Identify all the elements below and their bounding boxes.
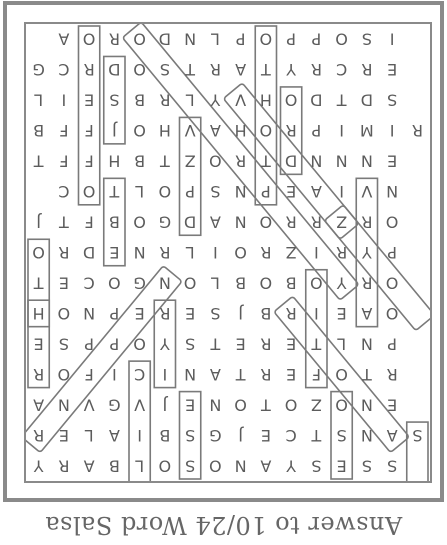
grid-letter: S [210,303,221,323]
grid-letter: A [209,364,221,384]
grid-letter: R [386,364,398,384]
grid-letter: J [36,212,41,232]
grid-letter: F [311,364,321,384]
grid-letter: B [134,151,146,171]
grid-letter: N [184,364,197,384]
grid-letter: I [314,243,319,262]
grid-letter: T [336,90,347,110]
grid-letter: T [58,212,69,232]
grid-letter: P [311,29,322,49]
grid-letter: P [109,334,120,354]
grid-letter: B [108,456,120,476]
grid-letter: R [260,243,272,262]
grid-letter: R [285,303,297,323]
grid-letter: B [33,121,45,141]
grid-letter: R [33,425,45,445]
grid-letter: T [311,425,322,445]
grid-letter: V [361,182,373,202]
grid-letter: O [259,29,273,49]
grid-letter: J [238,425,243,445]
grid-letter: R [361,273,373,293]
grid-letter: E [185,303,196,323]
grid-letter: L [210,273,220,293]
grid-letter: Z [184,151,196,171]
grid-letter: R [159,90,171,110]
grid-letter: Y [361,243,372,262]
grid-letter: G [133,273,146,293]
grid-letter: T [185,60,196,80]
grid-letter: S [109,90,120,110]
grid-letter: N [360,425,373,445]
grid-letter: N [335,151,348,171]
grid-letter: S [387,90,398,110]
grid-letter: O [259,212,273,232]
grid-letter: Z [310,395,322,415]
grid-letter: G [32,60,45,80]
grid-letter: P [235,29,246,49]
grid-letter: R [361,212,373,232]
grid-letter: S [185,456,196,476]
grid-letter: O [234,395,247,415]
grid-letter: O [108,273,121,293]
grid-letter: H [234,121,247,141]
grid-letter: N [158,273,171,293]
grid-letter: T [210,334,221,354]
grid-letter: L [84,425,94,445]
grid-letter: O [209,151,222,171]
grid-letter: A [209,212,221,232]
grid-letter: H [32,303,45,323]
grid-letter: F [84,212,94,232]
grid-letter: R [209,60,221,80]
grid-letter: S [185,334,196,354]
grid-letter: P [109,303,120,323]
grid-letter: S [185,425,196,445]
grid-letter: D [284,151,298,171]
grid-letter: B [285,273,297,293]
grid-letter: D [360,90,374,110]
grid-letter: O [57,303,71,323]
grid-letter: I [213,243,218,262]
grid-letter: N [184,29,197,49]
grid-letter: S [361,456,372,476]
grid-letter: R [159,243,171,262]
grid-letter: R [285,212,297,232]
grid-letter: L [185,243,195,262]
grid-letter: C [58,182,70,202]
grid-letter: P [387,334,397,354]
grid-letter: P [311,121,322,141]
grid-letter: O [385,212,399,232]
grid-letter: Y [210,90,221,110]
grid-letter: S [58,334,69,354]
grid-letter: O [335,29,348,49]
word-search-svg [26,24,430,481]
grid-letter: E [387,395,398,415]
grid-letter: A [310,182,322,202]
grid-letter: L [34,90,44,110]
grid-letter: S [361,29,372,49]
grid-letter: E [33,334,44,354]
grid-letter: O [158,182,172,202]
grid-letter: O [385,303,399,323]
grid-letter: A [386,425,398,445]
answer-caption: Answer to 10/24 Word Salsa [44,511,403,539]
grid-letter: A [209,121,221,141]
grid-letter: J [238,303,243,323]
grid-letter: O [183,273,197,293]
grid-letter: I [61,90,67,110]
grid-letter: D [108,60,121,80]
grid-letter: I [112,364,117,384]
grid-letter: B [108,212,120,232]
grid-letter: T [109,182,120,202]
grid-letter: S [387,456,398,476]
grid-letter: T [235,364,246,384]
grid-letter: O [284,90,298,110]
grid-letter: E [336,303,347,323]
grid-letter: R [260,364,272,384]
grid-letter: E [109,243,120,262]
grid-letter: P [84,334,94,354]
grid-letter: R [58,243,70,262]
grid-letter: R [33,364,45,384]
grid-letter: N [83,303,96,323]
grid-letter: I [339,121,344,141]
grid-letter: J [162,395,168,415]
grid-letter: L [185,90,195,110]
grid-letter: O [133,212,146,232]
grid-letter: N [386,182,399,202]
grid-letter: T [260,395,271,415]
grid-letter: R [411,121,423,141]
grid-letter: S [412,425,423,445]
grid-letter: F [59,121,69,141]
grid-letter: R [58,456,70,476]
grid-letter: G [108,395,121,415]
grid-letter: C [285,425,297,445]
grid-letter: E [235,334,246,354]
grid-letter: L [135,456,145,476]
grid-letter: A [58,29,70,49]
grid-letter: D [183,212,197,232]
grid-letter: R [235,151,247,171]
grid-letter: G [158,212,172,232]
grid-letter: C [58,60,70,80]
grid-letter: Y [286,456,297,476]
grid-letter: T [33,151,44,171]
grid-letter: S [210,182,221,202]
grid-letter: L [337,334,347,354]
grid-letter: R [83,60,95,80]
grid-letter: V [184,121,196,141]
grid-letter: N [57,395,70,415]
grid-letter: E [286,182,297,202]
grid-letter: Y [159,334,170,354]
grid-letter: L [210,29,220,49]
grid-letter: N [310,151,323,171]
grid-letter: N [360,334,373,354]
grid-letter: P [185,182,195,202]
grid-letter: O [158,456,172,476]
grid-letter: F [84,151,94,171]
grid-letter: P [286,29,296,49]
grid-letter: T [311,334,322,354]
grid-letter: O [82,182,96,202]
grid-letter: O [259,121,273,141]
grid-letter: I [137,425,142,445]
grid-letter: E [58,425,69,445]
grid-letter: M [359,121,374,141]
grid-letter: T [260,151,271,171]
grid-letter: F [84,121,94,141]
grid-letter: T [260,60,271,80]
grid-letter: O [310,273,323,293]
grid-letter: I [339,182,344,202]
letter-cells [32,30,423,476]
grid-letter: R [310,212,322,232]
word-search-grid [24,22,432,483]
grid-letter: B [235,273,247,293]
grid-letter: V [134,395,146,415]
grid-letter: E [286,334,297,354]
grid-letter: C [134,364,146,384]
grid-letter: N [209,395,222,415]
grid-letter: N [133,243,146,262]
grid-letter: A [361,303,373,323]
grid-letter: E [185,395,196,415]
grid-letter: A [235,60,247,80]
grid-letter: O [234,243,247,262]
grid-letter: D [82,243,96,262]
grid-letter: V [235,90,247,110]
puzzle-frame [3,1,444,502]
grid-letter: O [32,243,45,262]
grid-letter: L [135,182,145,202]
grid-letter: S [159,60,170,80]
grid-letter: S [311,456,322,476]
grid-letter: N [360,395,373,415]
grid-letter: R [108,29,120,49]
grid-letter: E [58,273,69,293]
grid-letter: N [234,212,247,232]
grid-letter: N [234,182,247,202]
grid-letter: E [134,303,145,323]
answer-highlight [255,26,276,205]
grid-letter: R [159,303,171,323]
grid-letter: D [158,29,172,49]
grid-letter: Y [286,60,297,80]
grid-letter: S [336,425,347,445]
grid-letter: V [83,395,95,415]
grid-letter: E [286,364,297,384]
grid-letter: A [260,456,272,476]
grid-letter: H [158,121,171,141]
grid-letter: B [260,303,272,323]
grid-letter: R [310,60,322,80]
grid-letter: Z [285,243,297,262]
answer-highlight [79,26,100,205]
grid-letter: A [108,425,120,445]
grid-letter: T [33,273,44,293]
grid-letter: P [387,243,397,262]
grid-letter: T [361,364,372,384]
grid-letter: H [259,90,272,110]
grid-letter: O [259,273,273,293]
grid-letter: P [261,182,271,202]
grid-letter: O [284,395,298,415]
grid-letter: I [389,121,395,141]
grid-letter: T [159,151,170,171]
grid-letter: E [387,60,398,80]
grid-letter: H [108,151,121,171]
grid-letter: C [83,273,95,293]
grid-letter: B [134,90,146,110]
grid-letter: R [260,334,272,354]
grid-letter: C [336,60,348,80]
grid-letter: O [385,273,399,293]
grid-letter: O [133,29,146,49]
grid-letter: O [335,364,348,384]
grid-letter: O [133,60,146,80]
grid-letter: O [133,334,146,354]
grid-letter: N [360,151,373,171]
grid-letter: I [389,29,395,49]
grid-letter: E [260,425,271,445]
grid-letter: F [59,151,69,171]
grid-letter: A [33,395,45,415]
grid-letter: Y [33,456,44,476]
grid-letter: R [285,121,297,141]
grid-letter: Z [336,212,348,232]
grid-letter: A [83,456,95,476]
grid-letter: J [112,121,117,141]
grid-letter: Y [336,273,347,293]
grid-letter: F [84,364,94,384]
grid-letter: G [209,425,222,445]
grid-letter: I [314,303,319,323]
grid-letter: O [57,364,71,384]
grid-letter: O [335,395,348,415]
grid-letter: E [84,90,95,110]
grid-letter: D [310,90,323,110]
grid-letter: I [162,364,168,384]
grid-letter: R [336,243,348,262]
grid-letter: O [133,121,146,141]
grid-letter: E [387,151,398,171]
grid-letter: O [82,29,96,49]
grid-letter: R [361,60,373,80]
grid-letter: B [159,425,171,445]
grid-letter: O [209,456,222,476]
grid-letter: N [234,456,247,476]
grid-letter: E [336,456,347,476]
